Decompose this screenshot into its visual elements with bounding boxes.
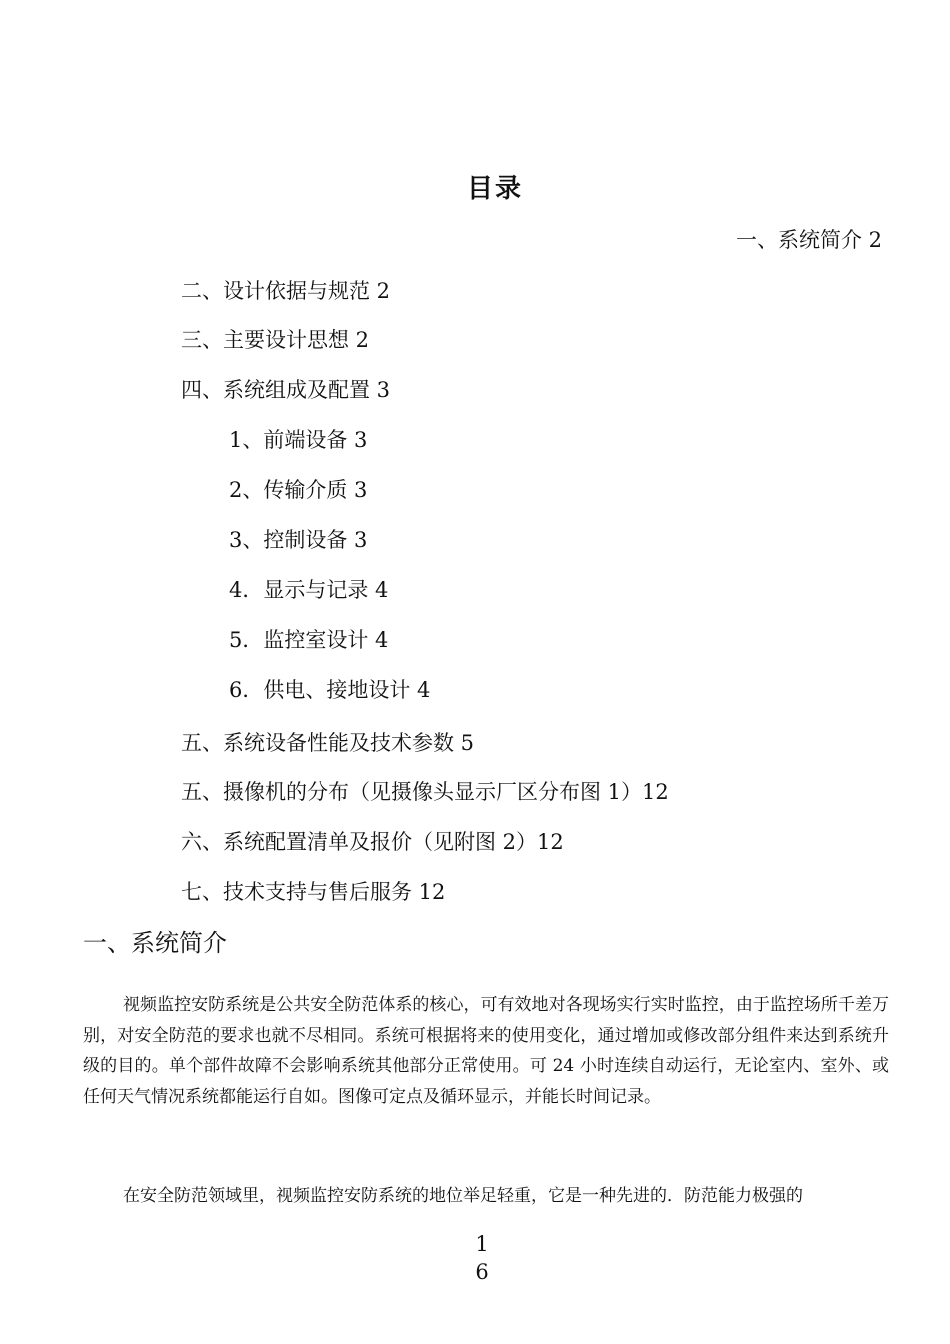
page-number: 1 bbox=[475, 1232, 489, 1256]
toc-title: 目录 bbox=[466, 174, 523, 204]
section-heading: 一、系统简介 bbox=[83, 929, 227, 957]
paragraph-text: 在安全防范领域里，视频监控安防系统的地位举足轻重，它是一种先进的．防范能力极强的 bbox=[123, 1186, 803, 1206]
toc-entry: 七、技术支持与售后服务 12 bbox=[181, 880, 446, 904]
toc-entry: 三、主要设计思想 2 bbox=[181, 328, 370, 352]
toc-entry: 6．供电、接地设计 4 bbox=[229, 678, 431, 702]
paragraph-text: 视频监控安防系统是公共安全防范体系的核心，可有效地对各现场实行实时监控，由于监控场所千差万别，对安全防范的要求也就不尽相同。系统可根据将来的使用变化，通过增加或修改部分组件来达到系统升级的目的。单个部件故障不会影响系统其他部分正常使用。可 24 小时连续自动运行，无论室内、室外、或任何天气情况系统都能运行自如。图像可定点及循环显示，并能长时间记录。 bbox=[83, 995, 889, 1107]
toc-entry: 五、系统设备性能及技术参数 5 bbox=[181, 731, 475, 755]
body-paragraph bbox=[83, 1181, 889, 1212]
page-number: 6 bbox=[475, 1260, 489, 1284]
toc-entry: 2、传输介质 3 bbox=[229, 478, 368, 502]
toc-entry: 四、系统组成及配置 3 bbox=[181, 378, 391, 402]
body-paragraph bbox=[83, 990, 889, 1112]
toc-entry: 六、系统配置清单及报价（见附图 2）12 bbox=[181, 830, 564, 854]
toc-entry: 5．监控室设计 4 bbox=[229, 628, 389, 652]
toc-entry: 一、系统简介 2 bbox=[735, 228, 882, 252]
toc-entry: 4．显示与记录 4 bbox=[229, 578, 389, 602]
toc-entry: 二、设计依据与规范 2 bbox=[181, 279, 391, 303]
toc-entry: 五、摄像机的分布（见摄像头显示厂区分布图 1）12 bbox=[181, 780, 669, 804]
toc-entry: 1、前端设备 3 bbox=[229, 428, 368, 452]
toc-entry: 3、控制设备 3 bbox=[229, 528, 368, 552]
